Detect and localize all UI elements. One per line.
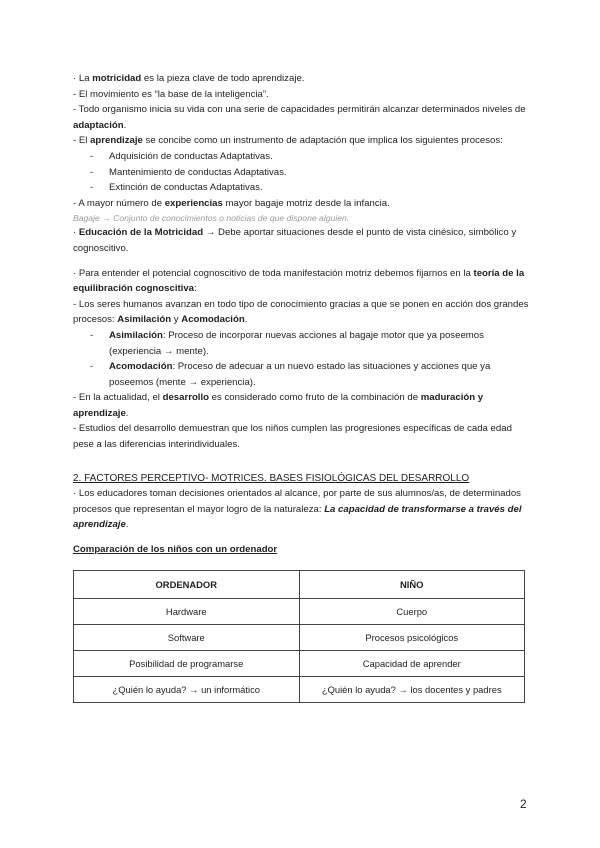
table-cell: Posibilidad de programarse [74, 651, 300, 677]
list-item-acomodacion: - Acomodación: Proceso de adecuar a un nuevo estado las situaciones y acciones que ya poseemos (mente → experiencia). [90, 361, 491, 388]
list-item: - Adquisición de conductas Adaptativas. [73, 149, 535, 165]
table-cell: Hardware [74, 599, 300, 625]
table-row [74, 651, 525, 677]
list-item-asimilacion: - Asimilación: Proceso de incorporar nuevas acciones al bagaje motor que ya poseemos (experiencia → mente). [90, 329, 484, 357]
paragraph-motricidad: · La motricidad es la pieza clave de todo aprendizaje. [73, 73, 305, 84]
paragraph-desarrollo: - En la actualidad, el desarrollo es considerado como fruto de la combinación de maduración y aprendizaje. [73, 392, 484, 419]
paragraph-aprendizaje: - El aprendizaje se concibe como un instrumento de adaptación que implica los siguientes procesos: [73, 135, 503, 147]
paragraph-experiencias: - A mayor número de experiencias mayor bagaje motriz desde la infancia. [73, 197, 390, 209]
dash-bullet: - [90, 166, 94, 178]
bagaje-note: Bagaje → Conjunto de conocimientos o noticias de que dispone alguien. [73, 213, 350, 224]
paragraph-movimiento: - El movimiento es “la base de la inteligencia”. [73, 88, 269, 100]
table-row [74, 677, 525, 703]
table-cell: Capacidad de aprender [299, 651, 525, 677]
table-cell: ¿Quién lo ayuda? → un informático [74, 677, 300, 703]
table-cell: Cuerpo [299, 599, 525, 625]
table-cell: Software [74, 625, 300, 651]
paragraph-organismo: - Todo organismo inicia su vida con una serie de capacidades permitirán alcanzar determinados niveles de adaptación. [73, 104, 526, 131]
paragraph-procesos: - Los seres humanos avanzan en todo tipo de conocimiento gracias a que se ponen en acción dos grandes procesos: Asimilación y Acomodación. [73, 298, 529, 326]
table-cell: ¿Quién lo ayuda? → los docentes y padres [299, 677, 525, 703]
page-content [73, 71, 535, 558]
paragraph-estudios: - Estudios del desarrollo demuestran que los niños cumplen las progresiones específicas de cada edad pese a las diferencias interindividuales. [73, 423, 512, 451]
list-item: - Mantenimiento de conductas Adaptativas. [73, 165, 535, 181]
table-row [74, 625, 525, 651]
section-heading: 2. FACTORES PERCEPTIVO- MOTRICES. BASES FISIOLÓGICAS DEL DESARROLLO [73, 472, 470, 484]
page-number: 2 [520, 797, 527, 811]
table-row [74, 599, 525, 625]
paragraph-educadores: · Los educadores toman decisiones orientados al alcance, por parte de sus alumnos/as, de determinados procesos que representan el mayor logro de la naturaleza: La capacidad de transformarse a través del aprendizaje. [73, 488, 522, 531]
comparison-table [73, 570, 525, 703]
table-header-row [74, 571, 525, 599]
dash-bullet: - [90, 182, 94, 194]
dash-bullet: - [90, 361, 94, 373]
paragraph-educacion-motricidad: · Educación de la Motricidad → Debe aportar situaciones desde el punto de vista cinésico, simbólico y cognoscitivo. [73, 227, 517, 254]
paragraph-teoria: · Para entender el potencial cognoscitivo de toda manifestación motriz debemos fijarnos en la teoría de la equilibración cognoscitiva: [73, 267, 525, 295]
list-item: - Extinción de conductas Adaptativas. [73, 180, 535, 196]
header-nino: NIÑO [299, 571, 525, 599]
dash-bullet: - [90, 329, 94, 341]
table-cell: Procesos psicológicos [299, 625, 525, 651]
dash-bullet: - [90, 150, 94, 162]
table-subheading: Comparación de los niños con un ordenador [73, 544, 278, 556]
header-ordenador: ORDENADOR [74, 571, 300, 599]
